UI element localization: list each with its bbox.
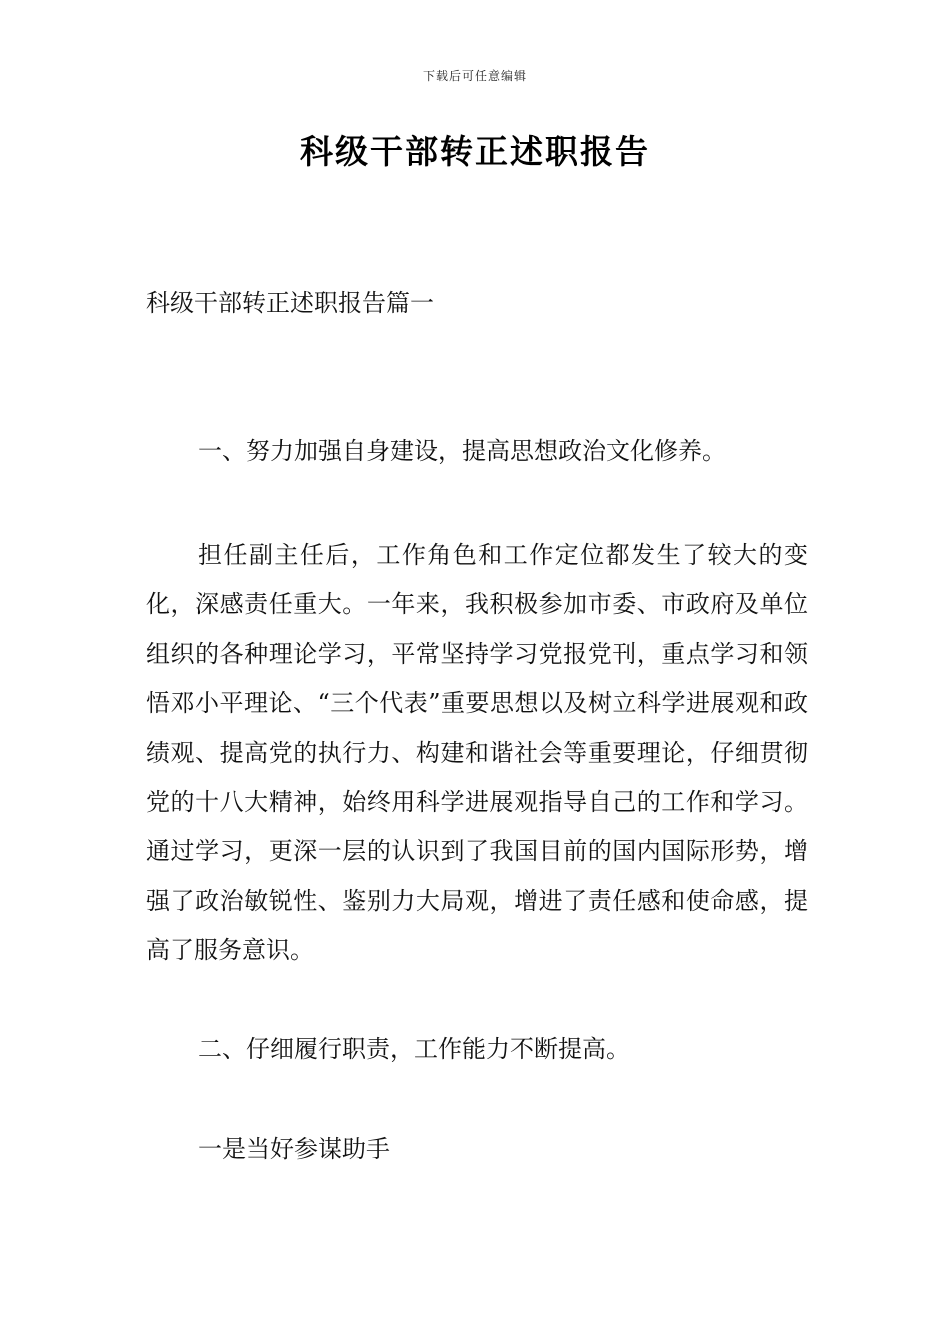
header-note: 下载后可任意编辑 bbox=[422, 69, 527, 83]
section-2-subheading: 一是当好参谋助手 bbox=[198, 1135, 390, 1163]
section-1-heading: 一、努力加强自身建设，提高思想政治文化修养。 bbox=[198, 437, 726, 465]
section-2-heading: 二、仔细履行职责，工作能力不断提高。 bbox=[198, 1035, 630, 1063]
document-subtitle: 科级干部转正述职报告篇一 bbox=[146, 289, 434, 317]
document-title: 科级干部转正述职报告 bbox=[300, 132, 650, 171]
section-1-paragraph: 担任副主任后，工作角色和工作定位都发生了较大的变化，深感责任重大。一年来，我积极参加市委、市政府及单位组织的各种理论学习，平常坚持学习党报党刊，重点学习和领悟邓小平理论、“三个代表”重要思想以及树立科学进展观和政绩观、提高党的执行力、构建和谐社会等重要理论，仔细贯彻党的十八大精神，始终用科学进展观指导自己的工作和学习。通过学习，更深一层的认识到了我国目前的国内国际形势，增强了政治敏锐性、鉴别力大局观，增进了责任感和使命感，提高了服务意识。 bbox=[146, 541, 808, 965]
